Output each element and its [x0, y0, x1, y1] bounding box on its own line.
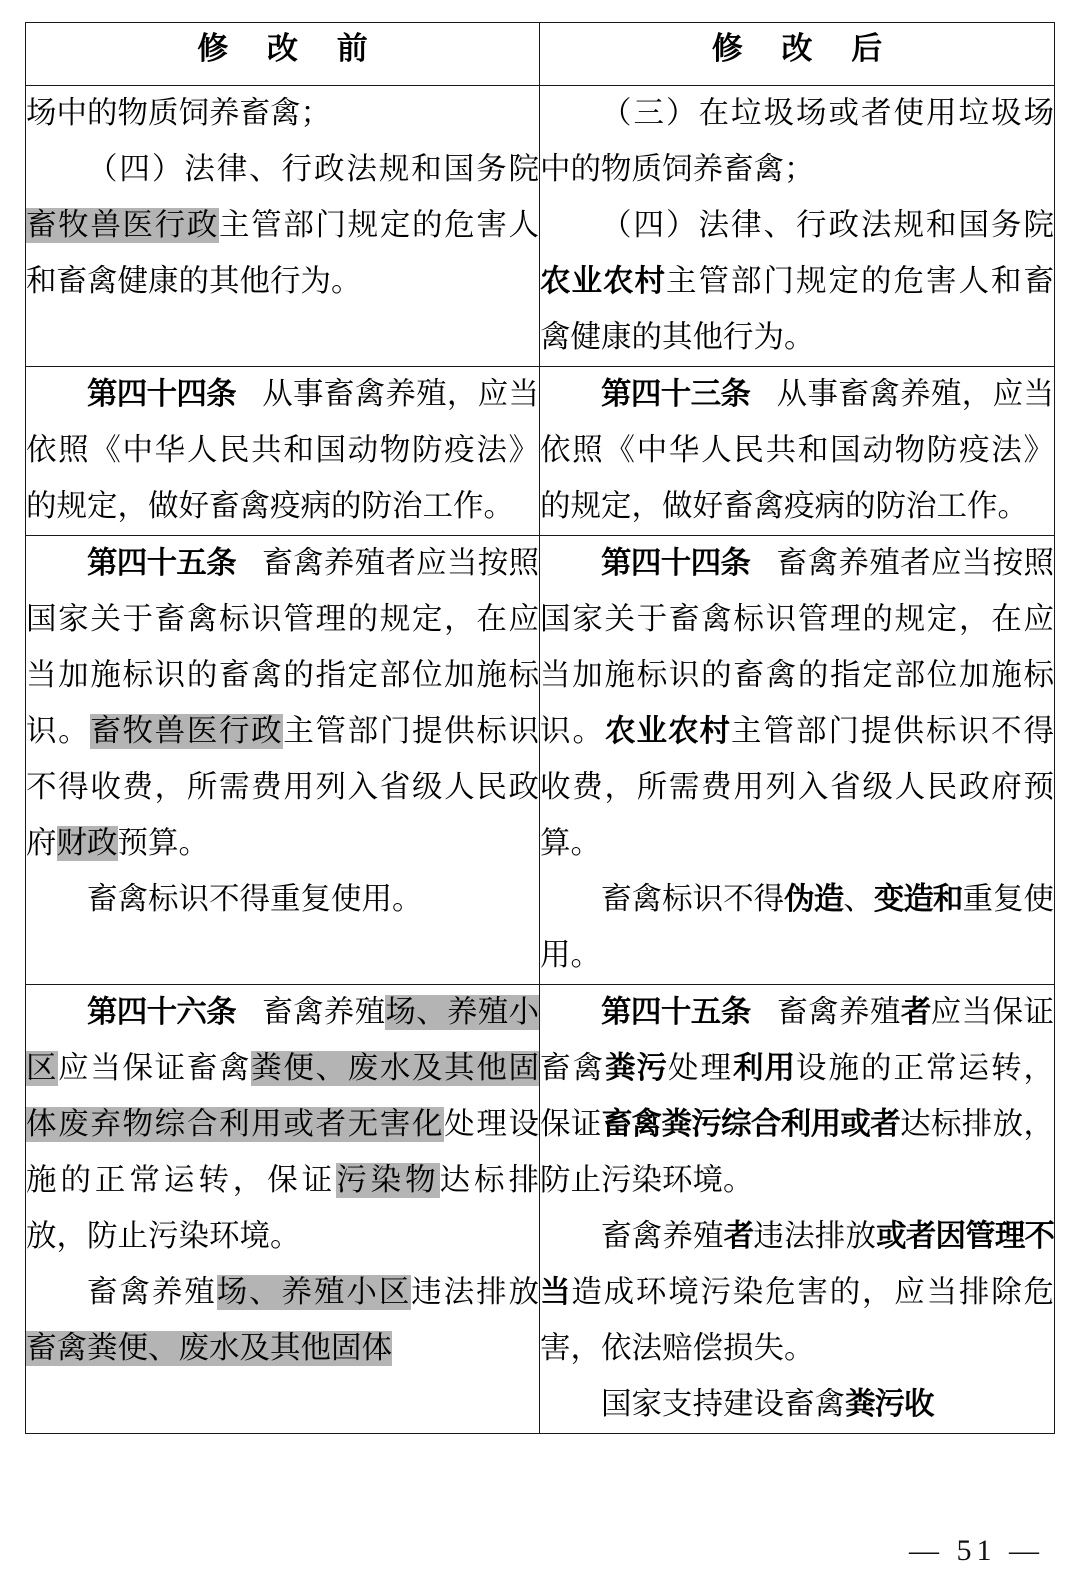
article-number: 第四十五条	[87, 546, 236, 581]
amended-text-bold: 或者因管理不当	[540, 1219, 1055, 1310]
body-text: 畜禽养殖	[601, 1219, 724, 1254]
article-number: 第四十四条	[601, 546, 751, 581]
body-text: 畜禽养殖者应当按照国家关于畜禽标识管理的规定，在应当加施标识的畜禽的指定部位加施标识。	[540, 546, 1055, 749]
amended-text-bold: 畜禽粪污综合利用或者	[601, 1107, 901, 1142]
body-text: 重复使用。	[540, 882, 1055, 973]
body-text: 主管部门规定的危害人和畜禽健康的其他行为。	[26, 208, 539, 299]
body-text: 达标排放，防止污染环境。	[26, 1163, 540, 1254]
amended-text-highlight: 场、养殖小区	[26, 995, 540, 1086]
amended-text-bold: 利用	[733, 1051, 796, 1086]
paragraph	[26, 1265, 539, 1377]
amended-text-highlight: 畜牧兽医行政	[90, 714, 284, 749]
paragraph	[540, 872, 1054, 984]
comparison-cell-before	[26, 536, 540, 985]
body-text: 畜禽标识不得重复使用。	[87, 882, 423, 917]
amended-text-highlight: 污染物	[336, 1163, 440, 1198]
body-text: 应当保证畜禽	[58, 1051, 252, 1086]
body-text: 处理	[668, 1051, 733, 1086]
table-row	[26, 985, 1055, 1434]
body-text: 违法排放	[411, 1275, 540, 1310]
comparison-cell-after	[540, 367, 1055, 536]
paragraph	[540, 86, 1054, 198]
amended-text-bold: 者	[900, 995, 931, 1030]
page-number: — 51 —	[909, 1534, 1044, 1567]
paragraph	[540, 198, 1054, 366]
comparison-cell-after	[540, 536, 1055, 985]
body-text: 应当保证畜禽	[540, 995, 1055, 1086]
table-row	[26, 536, 1055, 985]
body-text: （四）法律、行政法规和国务院	[601, 208, 1054, 243]
amended-text-bold: 伪造	[784, 882, 844, 917]
table-row	[26, 86, 1055, 367]
table-header	[26, 23, 1055, 86]
body-text: 预算。	[117, 826, 209, 861]
amended-text-bold: 者	[723, 1219, 754, 1254]
paragraph	[26, 985, 539, 1265]
column-header-after: 修 改 后	[540, 23, 1055, 86]
paragraph	[26, 872, 539, 928]
amended-text-bold: 变造和	[873, 882, 963, 917]
body-text: 达标排放，防止污染环境。	[540, 1107, 1054, 1198]
amended-text-highlight: 畜牧兽医行政	[26, 208, 219, 243]
body-text: 畜禽养殖	[776, 995, 901, 1030]
comparison-cell-before	[26, 985, 540, 1434]
body-text: 主管部门提供标识不得收费，所需费用列入省级人民政府预算。	[540, 714, 1054, 861]
comparison-cell-after	[540, 86, 1055, 367]
article-number: 第四十六条	[87, 995, 236, 1030]
amended-text-bold: 农业农村	[605, 714, 731, 749]
paragraph	[26, 367, 539, 535]
amended-text-bold: 农业农村	[540, 264, 666, 299]
paragraph	[540, 985, 1054, 1209]
paragraph	[26, 86, 539, 142]
paragraph	[26, 536, 539, 872]
body-text: 主管部门规定的危害人和畜禽健康的其他行为。	[540, 264, 1054, 355]
body-text: 、	[843, 882, 874, 917]
paragraph	[540, 1209, 1054, 1377]
article-number: 第四十四条	[87, 377, 236, 412]
article-number: 第四十五条	[601, 995, 751, 1030]
body-text: 设施的正常运转，保证	[540, 1051, 1054, 1142]
paragraph	[540, 536, 1054, 872]
body-text: （四）法律、行政法规和国务院	[87, 152, 539, 187]
amended-text-highlight: 财政	[56, 826, 118, 861]
body-text: 主管部门提供标识不得收费，所需费用列入省级人民政府	[26, 714, 540, 861]
body-text: 违法排放	[753, 1219, 877, 1254]
comparison-cell-before	[26, 86, 540, 367]
column-header-before: 修 改 前	[26, 23, 540, 86]
article-number: 第四十三条	[601, 377, 751, 412]
body-text: 畜禽标识不得	[601, 882, 785, 917]
amended-text-highlight: 畜禽粪便、废水及其他固体	[26, 1331, 392, 1366]
amended-text-highlight: 粪便、废水及其他固体废弃物综合利用或者无害化	[26, 1051, 540, 1142]
body-text: 从事畜禽养殖，应当依照《中华人民共和国动物防疫法》的规定，做好畜禽疫病的防治工作。	[540, 377, 1055, 524]
amended-text-bold: 粪污收	[845, 1387, 934, 1422]
amended-text-highlight: 场、养殖小区	[216, 1275, 412, 1310]
amended-text-bold: 粪污	[605, 1051, 668, 1086]
body-text: （三）在垃圾场或者使用垃圾场中的物质饲养畜禽；	[540, 96, 1054, 187]
paragraph	[540, 1377, 1054, 1433]
table-body	[26, 86, 1055, 1434]
body-text: 畜禽养殖	[87, 1275, 217, 1310]
paragraph	[540, 367, 1054, 535]
paragraph	[26, 142, 539, 310]
body-text: 处理设施的正常运转，保证	[26, 1107, 540, 1198]
comparison-cell-after	[540, 985, 1055, 1434]
amendment-comparison-table	[25, 22, 1055, 1434]
body-text: 造成环境污染危害的，应当排除危害，依法赔偿损失。	[540, 1275, 1055, 1366]
body-text: 畜禽养殖者应当按照国家关于畜禽标识管理的规定，在应当加施标识的畜禽的指定部位加施标识。	[26, 546, 540, 749]
table-row	[26, 367, 1055, 536]
body-text: 场中的物质饲养畜禽；	[26, 96, 331, 131]
table-header-row	[26, 23, 1055, 86]
body-text: 从事畜禽养殖，应当依照《中华人民共和国动物防疫法》的规定，做好畜禽疫病的防治工作。	[26, 377, 540, 524]
body-text: 国家支持建设畜禽	[601, 1387, 845, 1422]
body-text: 畜禽养殖	[261, 995, 386, 1030]
comparison-cell-before	[26, 367, 540, 536]
